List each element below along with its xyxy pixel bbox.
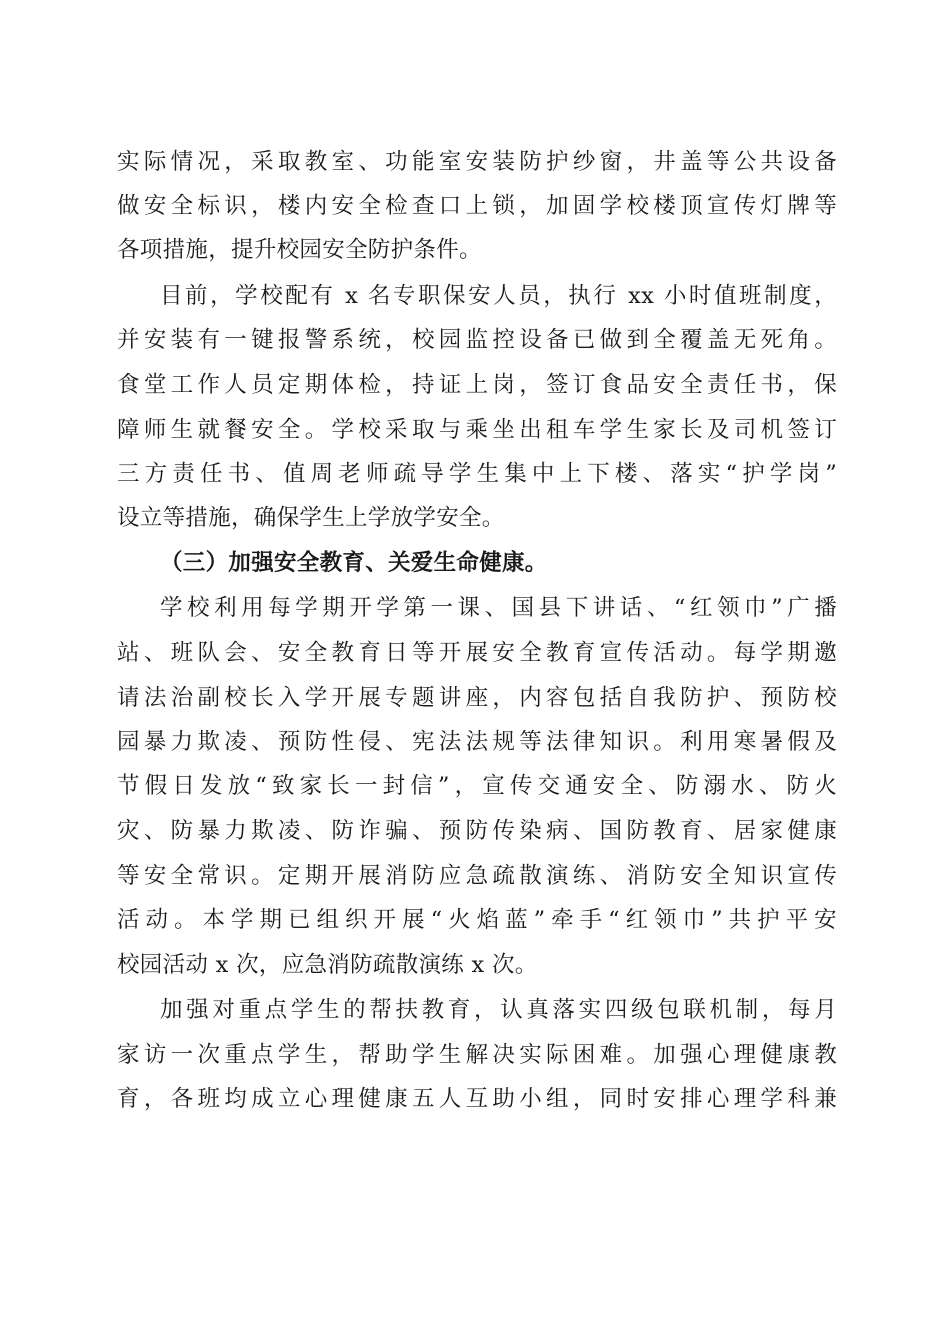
text-line: 校园活动 x 次，应急消防疏散演练 x 次。 [117,952,538,978]
text-line: 园暴力欺凌、预防性侵、宪法法规等法律知识。利用寒暑假及 [117,729,837,755]
text-line: 障师生就餐安全。学校采取与乘坐出租车学生家长及司机签订 [117,417,837,443]
paragraph-first-line: 学校利用每学期开学第一课、国县下讲话、“红领巾”广播 [160,595,837,621]
text-line: 请法治副校长入学开展专题讲座，内容包括自我防护、预防校 [117,685,837,711]
text-line: 食堂工作人员定期体检，持证上岗，签订食品安全责任书，保 [117,372,837,398]
text-line: 育，各班均成立心理健康五人互助小组，同时安排心理学科兼 [117,1086,837,1112]
section-heading: （三）加强安全教育、关爱生命健康。 [160,550,548,576]
paragraph-first-line: 加强对重点学生的帮扶教育，认真落实四级包联机制，每月 [160,997,837,1023]
text-line: 实际情况，采取教室、功能室安装防护纱窗，井盖等公共设备 [117,149,837,175]
text-line: 三方责任书、值周老师疏导学生集中上下楼、落实“护学岗” [117,461,837,487]
text-line: 节假日发放“致家长一封信”，宣传交通安全、防溺水、防火 [117,773,837,799]
text-line: 设立等措施，确保学生上学放学安全。 [117,505,505,531]
text-line: 站、班队会、安全教育日等开展安全教育宣传活动。每学期邀 [117,640,837,666]
paragraph-first-line: 目前，学校配有 x 名专职保安人员，执行 xx 小时值班制度， [160,283,837,309]
text-line: 活动。本学期已组织开展“火焰蓝”牵手“红领巾”共护平安 [117,907,837,933]
text-line: 等安全常识。定期开展消防应急疏散演练、消防安全知识宣传 [117,863,837,889]
text-line: 并安装有一键报警系统，校园监控设备已做到全覆盖无死角。 [117,327,837,353]
text-line: 家访一次重点学生，帮助学生解决实际困难。加强心理健康教 [117,1042,837,1068]
text-line: 做安全标识，楼内安全检查口上锁，加固学校楼顶宣传灯牌等 [117,193,837,219]
text-line: 灾、防暴力欺凌、防诈骗、预防传染病、国防教育、居家健康 [117,818,837,844]
text-line: 各项措施，提升校园安全防护条件。 [117,237,482,263]
